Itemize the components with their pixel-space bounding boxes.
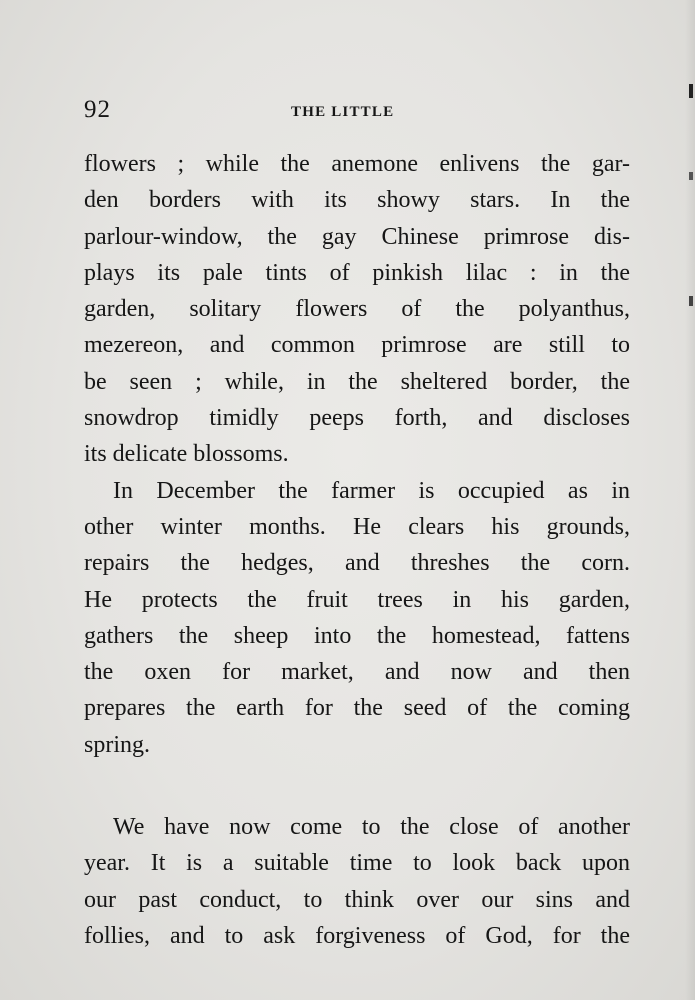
text-line: den borders with its showy stars. In the	[84, 187, 630, 214]
section-gap	[84, 763, 630, 809]
text-line: flowers ; while the anemone enlivens the gar-	[84, 151, 630, 177]
text-line: mezereon, and common primrose are still to	[84, 332, 630, 359]
text-line: our past conduct, to think over our sins and	[84, 886, 630, 913]
text-line: spring.	[84, 731, 150, 758]
running-head: THE LITTLE	[291, 104, 395, 120]
margin-mark	[689, 84, 693, 98]
text-line: plays its pale tints of pinkish lilac : in the	[84, 259, 630, 286]
text-line: snowdrop timidly peeps forth, and discloses	[84, 405, 630, 432]
body-text	[84, 146, 630, 954]
text-line: He protects the fruit trees in his garden,	[84, 586, 630, 613]
text-line: year. It is a suitable time to look back upon	[84, 850, 630, 877]
text-line: follies, and to ask forgiveness of God, for the	[84, 922, 630, 949]
text-line: its delicate blossoms.	[84, 441, 289, 468]
page-number: 92	[84, 96, 111, 123]
text-line: the oxen for market, and now and then	[84, 659, 630, 686]
text-line: other winter months. He clears his grounds,	[84, 513, 630, 540]
text-line: We have now come to the close of another	[113, 814, 630, 841]
text-line: prepares the earth for the seed of the coming	[84, 695, 630, 722]
page-header	[84, 96, 629, 130]
text-line: repairs the hedges, and threshes the corn.	[84, 550, 630, 577]
text-line: be seen ; while, in the sheltered border, the	[84, 368, 630, 395]
paragraph	[84, 809, 630, 954]
text-line: gathers the sheep into the homestead, fattens	[84, 622, 630, 649]
margin-mark	[689, 172, 693, 180]
paragraph	[84, 146, 630, 473]
text-line: garden, solitary flowers of the polyanthus,	[84, 296, 630, 323]
page-edge-shadow	[685, 0, 695, 1000]
paragraph	[84, 473, 630, 763]
text-line: In December the farmer is occupied as in	[113, 477, 630, 504]
text-line: parlour-window, the gay Chinese primrose dis-	[84, 223, 630, 250]
margin-mark	[689, 296, 693, 306]
